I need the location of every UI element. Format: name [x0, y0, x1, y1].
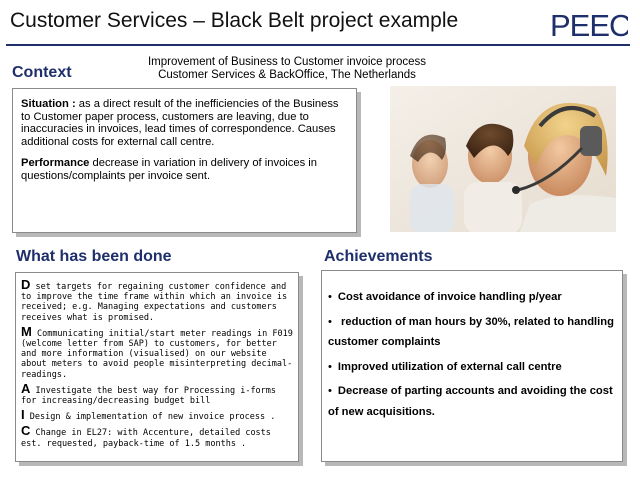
bullet-icon: • [328, 291, 332, 303]
achievement-item [328, 381, 616, 422]
slide-title: Customer Services – Black Belt project example [10, 9, 459, 32]
dmaic-text: Investigate the best way for Processing i-forms for increasing/decreasing budget bill [21, 385, 277, 407]
performance-text: decrease in variation in delivery of invoices in questions/complaints per invoice sent. [21, 157, 318, 182]
peec-logo [548, 8, 628, 42]
performance-paragraph [21, 157, 348, 182]
dmaic-item-control [21, 425, 293, 448]
dmaic-item-improve [21, 409, 293, 422]
what-has-been-done-heading: What has been done [16, 248, 172, 265]
dmaic-letter: M [21, 323, 32, 339]
dmaic-letter: I [21, 407, 25, 423]
context-box [12, 88, 357, 233]
dmaic-text: Change in EL27: with Accenture, detailed costs est. requested, payback-time of 1.5 months . [21, 428, 271, 449]
project-subtitle [110, 56, 464, 82]
achievement-text: Cost avoidance of invoice handling p/year [337, 291, 562, 303]
achievement-text: Decrease of parting accounts and avoiding the cost of new acquisitions. [328, 385, 613, 418]
achievements-box [321, 270, 623, 462]
dmaic-letter: A [21, 380, 31, 396]
dmaic-letter: D [21, 277, 31, 292]
achievement-text: reduction of man hours by 30%, related to handling customer complaints [328, 315, 614, 348]
achievement-item [328, 312, 616, 353]
title-divider [6, 44, 630, 46]
bullet-icon: • [328, 315, 332, 328]
achievements-heading: Achievements [324, 248, 433, 265]
situation-label: Situation : [21, 98, 76, 110]
dmaic-item-define [21, 279, 293, 323]
subtitle-line-2: Customer Services & BackOffice, The Netherlands [158, 69, 416, 81]
situation-paragraph [21, 98, 348, 148]
what-has-been-done-box [15, 272, 299, 462]
dmaic-text: Communicating initial/start meter readings in F019 (welcome letter from SAP) to customers, for better and more information (visualised) on our website about meters to avoid people misinterpreting decimal-readings. [21, 328, 293, 380]
subtitle-line-1: Improvement of Business to Customer invoice process [147, 56, 427, 68]
achievement-text: Improved utilization of external call centre [337, 360, 562, 373]
bullet-icon: • [328, 360, 332, 373]
situation-text: as a direct result of the inefficiencies of the Business to Customer paper process, customers are leaving, due to inaccuracies in invoices, lead times of correspondence. Causes additional costs for external call centre. [21, 98, 339, 148]
dmaic-letter: C [21, 423, 31, 439]
dmaic-text: Design & implementation of new invoice process . [24, 412, 276, 423]
dmaic-item-analyse [21, 380, 293, 407]
achievement-item [328, 357, 616, 378]
dmaic-text: set targets for regaining customer confidence and to improve the time frame within which an invoice is received; e.g. Managing expectations and customers receives what is promised. [21, 282, 288, 323]
performance-label: Performance [21, 157, 90, 170]
logo-text: PEEC [550, 8, 628, 42]
achievement-item [328, 287, 616, 308]
context-heading: Context [12, 64, 72, 81]
call-centre-agents-photo [390, 86, 616, 232]
bullet-icon: • [328, 385, 332, 397]
dmaic-item-measure [21, 323, 293, 380]
